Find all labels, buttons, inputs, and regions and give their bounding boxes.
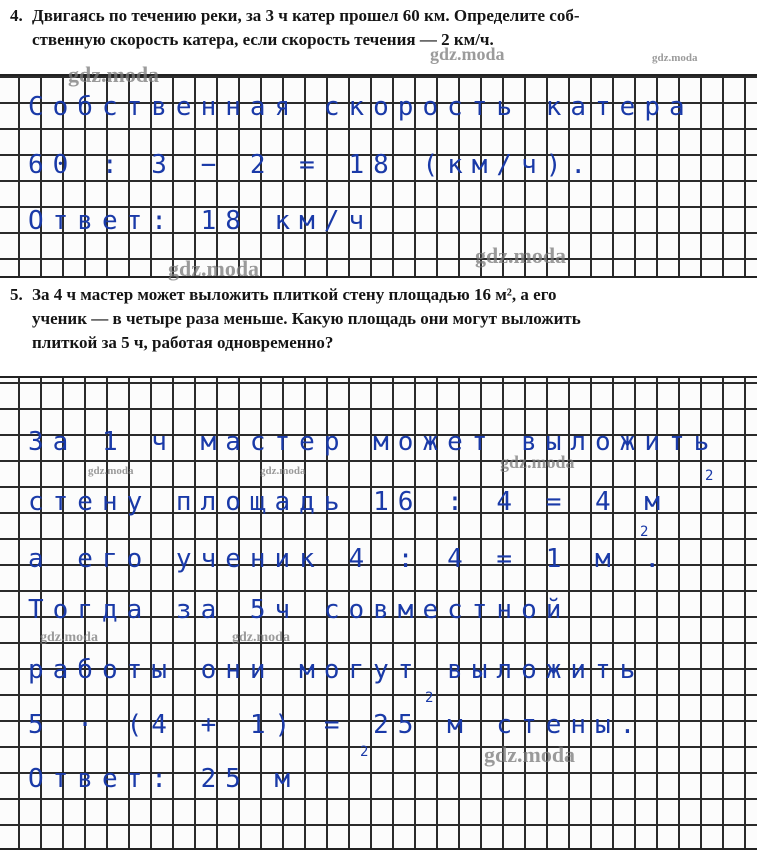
watermark: gdz.moda bbox=[484, 742, 576, 767]
task-5-line-3: плиткой за 5 ч, работая одновременно? bbox=[32, 333, 334, 352]
watermark: gdz.moda bbox=[652, 52, 698, 64]
solution-5-line-5: работы они могут выложить bbox=[28, 655, 645, 685]
watermark: gdz.moda bbox=[260, 465, 306, 477]
solution-5-line-2: стену площадь 16 : 4 = 4 м bbox=[28, 487, 669, 517]
task-4-line-1: 4. Двигаясь по течению реки, за 3 ч катер прошел 60 км. Определите соб- bbox=[10, 4, 750, 28]
watermark: gdz.moda bbox=[232, 630, 290, 645]
task-4-number: 4. bbox=[10, 6, 23, 25]
watermark: gdz.moda bbox=[88, 465, 134, 477]
task-4 bbox=[10, 4, 750, 52]
task-5 bbox=[10, 283, 750, 355]
superscript-2: 2 bbox=[705, 468, 714, 484]
solution-5-line-1: За 1 ч мастер может выложить bbox=[28, 427, 719, 457]
watermark: gdz.moda bbox=[168, 256, 260, 281]
task-5-line-2: ученик — в четыре раза меньше. Какую площадь они могут выложить bbox=[32, 309, 581, 328]
solution-4-answer: Ответ: 18 км/ч bbox=[28, 206, 374, 236]
watermark: gdz.moda bbox=[475, 243, 567, 268]
task-4-line-2: ственную скорость катера, если скорость течения — 2 км/ч. bbox=[32, 30, 494, 49]
solution-4-line-2: 60 : 3 − 2 = 18 (км/ч). bbox=[28, 150, 596, 180]
solution-5-line-3: а его ученик 4 : 4 = 1 м . bbox=[28, 544, 669, 574]
superscript-2: 2 bbox=[425, 690, 434, 706]
watermark: gdz.moda bbox=[40, 630, 98, 645]
task-5-line-1: 5. За 4 ч мастер может выложить плиткой стену площадью 16 м², а его bbox=[10, 283, 750, 307]
superscript-2: 2 bbox=[640, 524, 649, 540]
solution-5-line-6: 5 · (4 + 1) = 25 м стены. bbox=[28, 710, 645, 740]
task-5-number: 5. bbox=[10, 285, 23, 304]
solution-5-line-4: Тогда за 5ч совместной bbox=[28, 595, 571, 625]
watermark: gdz.moda bbox=[68, 62, 160, 87]
solution-4-line-1: Собственная скорость катера bbox=[28, 92, 694, 122]
solution-5-answer: Ответ: 25 м bbox=[28, 764, 300, 794]
watermark: gdz.moda bbox=[500, 452, 575, 472]
superscript-2: 2 bbox=[360, 744, 369, 760]
watermark: gdz.moda bbox=[430, 44, 505, 64]
